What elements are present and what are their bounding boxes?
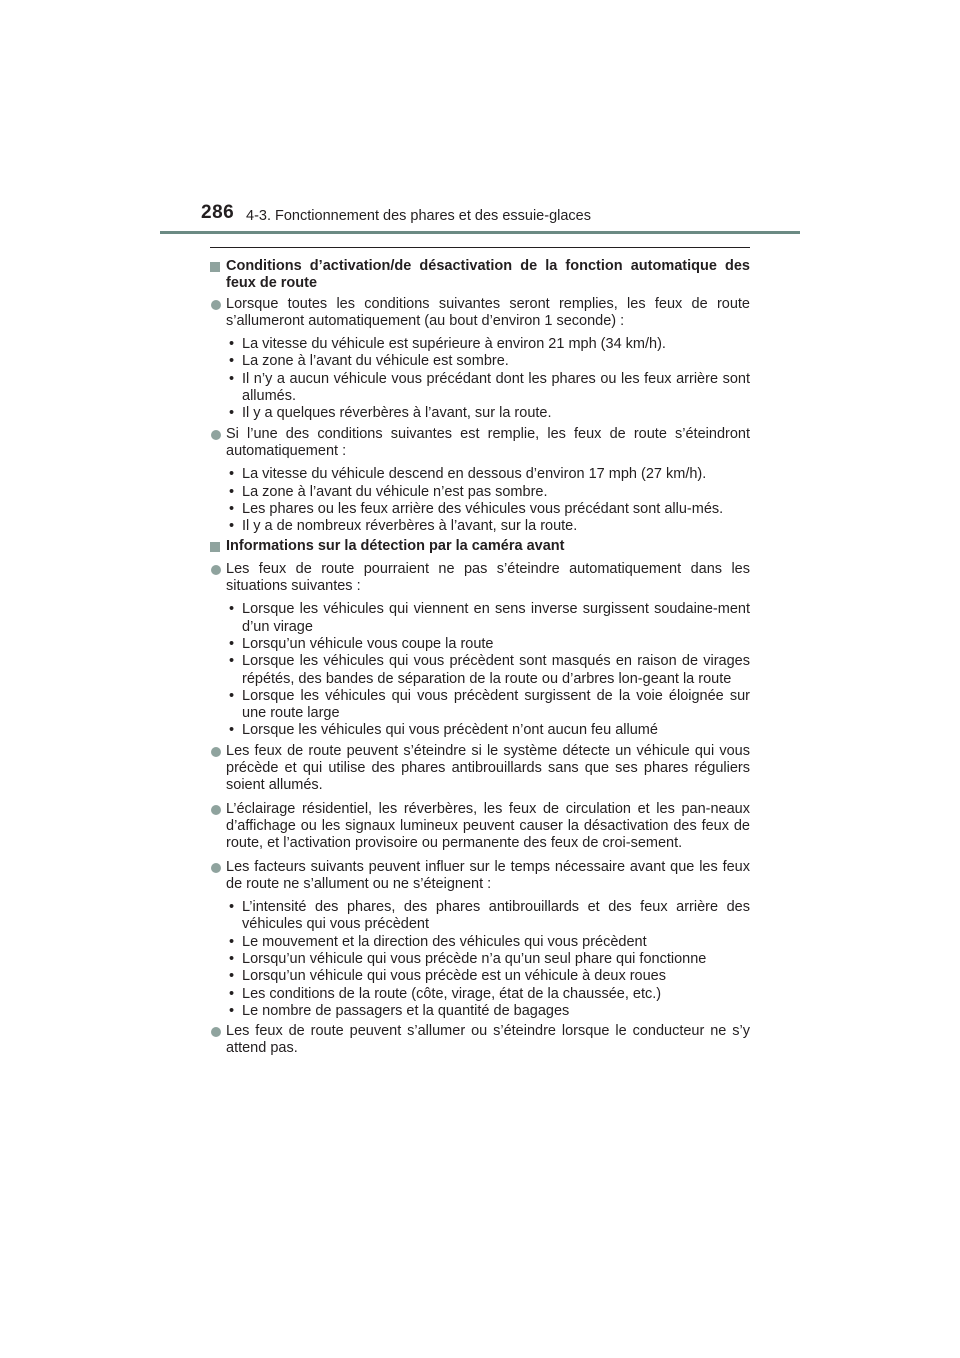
sub-list-item: • L’intensité des phares, des phares antibrouillards et des feux arrière des véhicules qui vous précèdent	[229, 899, 750, 933]
sub-list-item: • Lorsqu’un véhicule vous coupe la route	[229, 635, 494, 652]
sub-list-item: • Les phares ou les feux arrière des véhicules vous précédant sont allu-més.	[229, 500, 724, 517]
round-bullet-icon	[210, 296, 226, 331]
sub-list-item: • Il y a quelques réverbères à l’avant, sur la route.	[229, 405, 552, 422]
sub-list-item: • Lorsque les véhicules qui vous précèdent sont masqués en raison de virages répétés, des bandes de séparation de la route ou d’arbres lon-geant la route	[229, 653, 750, 687]
sub-list-item: • Le mouvement et la direction des véhicules qui vous précèdent	[229, 933, 647, 950]
sub-list-item: • Il y a de nombreux réverbères à l’avant, sur la route.	[229, 518, 578, 535]
sub-list	[226, 336, 750, 422]
sub-list-item: • La zone à l’avant du véhicule n’est pas sombre.	[229, 483, 548, 500]
sub-list-item: • La vitesse du véhicule descend en dessous d’environ 17 mph (27 km/h).	[229, 466, 707, 483]
list-item: L’éclairage résidentiel, les réverbères, les feux de circulation et les pan-neaux d’affichage ou les signaux lumineux peuvent causer la désactivation des feux de route, et l’activation provisoire ou permanente des feux de croi-sement.	[210, 801, 750, 853]
square-bullet-icon	[210, 538, 226, 557]
sub-list-item: • Les conditions de la route (côte, virage, état de la chaussée, etc.)	[229, 985, 662, 1002]
sub-list-item: • Lorsque les véhicules qui vous précèdent n’ont aucun feu allumé	[229, 722, 658, 739]
round-bullet-icon	[210, 801, 226, 853]
sub-list	[226, 899, 750, 1020]
page-content	[210, 255, 750, 1058]
round-bullet-icon	[210, 859, 226, 894]
list-item: Lorsque toutes les conditions suivantes seront remplies, les feux de route s’allumeront automatiquement (au bout d’environ 1 seconde) :	[210, 296, 750, 331]
sub-list	[226, 601, 750, 739]
sub-list-item: • Le nombre de passagers et la quantité de bagages	[229, 1002, 570, 1019]
list-item: Les facteurs suivants peuvent influer sur le temps nécessaire avant que les feux de route ne s’allument ou ne s’éteignent :	[210, 859, 750, 894]
sub-list-item: • Lorsque les véhicules qui viennent en sens inverse surgissent soudaine-ment d’un virage	[229, 601, 750, 635]
round-bullet-icon	[210, 743, 226, 795]
list-item: Si l’une des conditions suivantes est remplie, les feux de route s’éteindront automatiquement :	[210, 426, 750, 461]
square-bullet-icon	[210, 258, 226, 293]
page-number: 286	[201, 202, 235, 223]
sub-list-item: • Lorsqu’un véhicule qui vous précède n’a qu’un seul phare qui fonctionne	[229, 950, 707, 967]
sub-list-item: • La vitesse du véhicule est supérieure à environ 21 mph (34 km/h).	[229, 336, 666, 353]
section-heading: Informations sur la détection par la caméra avant	[210, 538, 750, 557]
sub-list-item: • Lorsque les véhicules qui vous précèdent surgissent de la voie éloignée sur une route large	[229, 687, 750, 722]
sub-list	[226, 466, 750, 535]
round-bullet-icon	[210, 561, 226, 596]
sub-list-item: • Lorsqu’un véhicule qui vous précède est un véhicule à deux roues	[229, 968, 666, 985]
round-bullet-icon	[210, 426, 226, 461]
list-item: Les feux de route peuvent s’éteindre si le système détecte un véhicule qui vous précède et qui utilise des phares antibrouillards sans que ses phares réguliers soient allumés.	[210, 743, 750, 795]
section-divider	[210, 247, 750, 248]
round-bullet-icon	[210, 1023, 226, 1058]
list-item: Les feux de route pourraient ne pas s’éteindre automatiquement dans les situations suivantes :	[210, 561, 750, 596]
sub-list-item: • La zone à l’avant du véhicule est sombre.	[229, 353, 509, 370]
header-divider	[160, 231, 800, 234]
chapter-title: 4-3. Fonctionnement des phares et des essuie-glaces	[246, 208, 591, 224]
list-item: Les feux de route peuvent s’allumer ou s’éteindre lorsque le conducteur ne s’y attend pas.	[210, 1023, 750, 1058]
sub-list-item: • Il n’y a aucun véhicule vous précédant dont les phares ou les feux arrière sont allumés.	[229, 370, 750, 405]
section-heading: Conditions d’activation/de désactivation de la fonction automatique des feux de route	[210, 258, 750, 293]
